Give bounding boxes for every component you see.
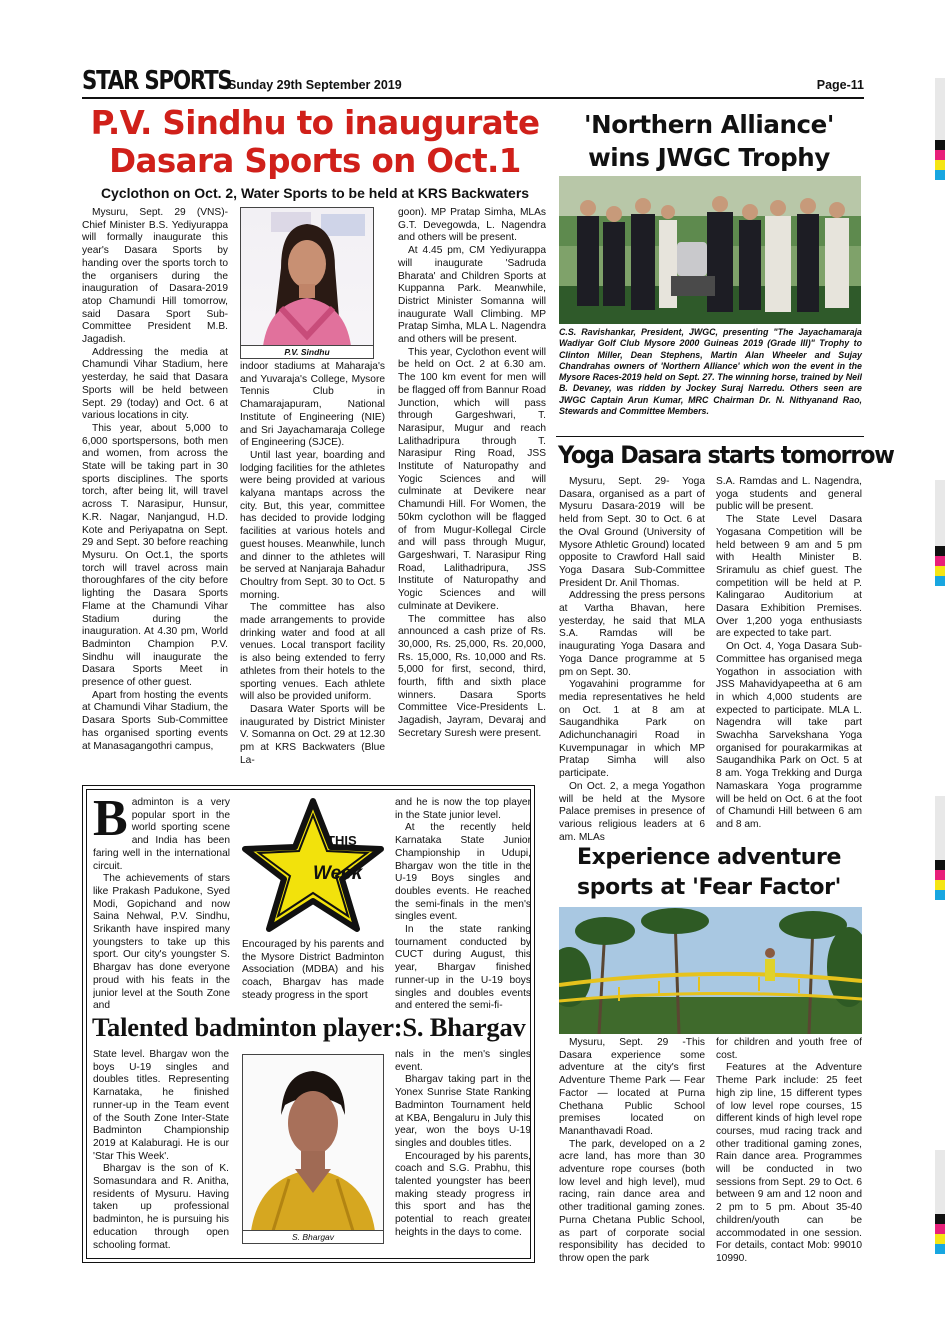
paragraph: Addressing the media at Chamundi Vihar Stadium, here yesterday, he said that Dasara Sports will be held between Sept. 29 (today) and Oct. 6 at various locations in city. bbox=[82, 346, 228, 422]
yoga-column-2 bbox=[716, 476, 862, 846]
lead-headline-line2: Dasara Sports on Oct.1 bbox=[109, 142, 521, 180]
fear-headline-line1: Experience adventure bbox=[577, 845, 841, 870]
star-badge bbox=[241, 797, 386, 935]
registration-strip bbox=[935, 1150, 945, 1214]
sindhu-photo bbox=[240, 207, 374, 359]
lead-headline-line1: P.V. Sindhu to inaugurate bbox=[90, 104, 540, 142]
header-rule bbox=[82, 97, 864, 99]
lead-subheadline: Cyclothon on Oct. 2, Water Sports to be held at KRS Backwaters bbox=[100, 185, 530, 201]
paragraph: adminton is a very popular sport in the world sporting scene and India has been faring well in the international circuit. bbox=[93, 797, 230, 872]
masthead bbox=[82, 64, 864, 100]
issue-date: Sunday 29th September 2019 bbox=[228, 78, 402, 92]
paragraph: On Oct. 4, Yoga Dasara Sub-Committee has organised mega Yogathon in association with JSS Mahavidyapeetha at 6 am in which 4,000 students are expected to participate. MLA L. Nagendra will take part Swachha Sarvekshana Yoga organised for pourakarmikas at Saugandhika Park on Oct. 5 at 8 am. Yoga Trekking and Durga Namaskara Yoga programme will be held on Oct. 6 at the foot of Chamundi Hill between 6 am and 8 am. bbox=[716, 641, 862, 830]
fear-headline bbox=[556, 843, 862, 903]
paragraph: and he is now the top player in the State junior level. bbox=[395, 797, 531, 821]
dropcap: B bbox=[93, 797, 128, 847]
yoga-headline: Yoga Dasara starts tomorrow bbox=[558, 441, 894, 469]
trophy-presentation-image bbox=[559, 176, 861, 324]
jwgc-caption: C.S. Ravishankar, President, JWGC, presenting "The Jayachamaraja Wadiyar Golf Club Mysore 2000 Guineas 2019 (Grade III)" Trophy to Clinton Miller, Dean Stephens, Martin Alan Wheeler and Sujay Chandrahas owners of 'Northern Alliance' which won the event in the Mysore Races-2019 held on Sept. 27. The winning horse, trained by Neil B. Devaney, was ridden by Jockey Suraj Narredu. Others seen are JWGC Captain Arun Kumar, MRC Chairman Dr. N. Nithyanand Rao, Stewards and Committee Members. bbox=[559, 327, 862, 417]
star-top-column-3 bbox=[395, 797, 531, 1010]
registration-color-bar bbox=[935, 1214, 945, 1254]
registration-color-bar bbox=[935, 860, 945, 900]
star-bottom-column-1 bbox=[93, 1049, 229, 1253]
lead-column-3 bbox=[398, 207, 546, 771]
bhargav-caption: S. Bhargav bbox=[243, 1230, 383, 1243]
paragraph: Until last year, boarding and lodging facilities for the athletes were being provided at various kalyana mantaps across the city. But, this year, committee has decided to provide lodging facilities at various hotels and guest houses. Meanwhile, lunch and dinner to the athletes will be served at Nanjaraja Bahadur Choultry from Sept. 30 to Oct. 5 morning. bbox=[240, 449, 385, 601]
fear-headline-line2: sports at 'Fear Factor' bbox=[577, 875, 841, 900]
bhargav-photo bbox=[242, 1054, 384, 1244]
star-top-column-1 bbox=[93, 797, 230, 1010]
jwgc-rule bbox=[556, 436, 864, 437]
paragraph: The committee has also announced a cash prize of Rs. 30,000, Rs. 25,000, Rs. 20,000, Rs. 15,000, Rs. 10,000 and Rs. 5,000 for first, second, third, fourth, fifth and sixth place winners. Dasara Sports Committee Vice-Presidents L. Jagadish, Jayram, Devaraj and Secretary Suresh were present. bbox=[398, 613, 546, 739]
paragraph: Mysuru, Sept. 29 -This Dasara experience some adventure at the city's first Adventure Theme Park — Fear Factor — located at Purna Chethana Public School premises located on Mananthavadi Road. bbox=[559, 1037, 705, 1137]
star-bottom-column-3 bbox=[395, 1049, 531, 1253]
section-title: STAR SPORTS bbox=[82, 66, 232, 96]
badge-this: THIS bbox=[327, 833, 357, 848]
paragraph: Mysuru, Sept. 29- Yoga Dasara, organised as a part of Mysuru Dasara-2019 will be held from Sept. 30 to Oct. 6 at the Oval Ground (University of Mysore Athletic Ground) located opposite to Crawford Hall said Yoga Dasara Sub-Committee President Dr. Anil Thomas. bbox=[559, 476, 705, 589]
paragraph: Mysuru, Sept. 29 (VNS)- Chief Minister B.S. Yediyurappa will formally inaugurate this year's Dasara Sports by handing over the sports torch to the organisers during the inauguration of Dasara-2019 atop Chamundi Hill tomorrow, said Dasara Sport Sub-Committee President M.B. Jagadish. bbox=[82, 207, 228, 346]
sindhu-portrait bbox=[241, 208, 373, 346]
paragraph: Bhargav is the son of K. Somasundara and R. Anitha, residents of Mysuru. Having taken up professional badminton, he is pursuing his education through open schooling format. bbox=[93, 1163, 229, 1251]
bhargav-portrait bbox=[243, 1055, 383, 1231]
adventure-park-image bbox=[559, 907, 862, 1034]
fear-photo bbox=[559, 907, 862, 1034]
paragraph: At the recently held Karnataka State Junior Championship in Udupi, Bhargav won the title in the U-19 Boys singles and doubles events. He reached the semi-finals in the men's singles event. bbox=[395, 822, 531, 923]
paragraph: On Oct. 2, a mega Yogathon will be held at the Mysore Palace premises in presence of various religious leaders at 6 am. MLAs bbox=[559, 780, 705, 843]
paragraph: Bhargav taking part in the Yonex Sunrise State Ranking Badminton Tournament held at KBA, Bengaluru in July this year, won the boys U-19 singles and doubles titles. bbox=[395, 1074, 531, 1149]
paragraph: The State Level Dasara Yogasana Competition will be held between 9 am and 5 pm with Health Minister B. Sriramulu as chief guest. The competition will be held at P. Kalingarao Auditorium at Dasara Exhibition Premises. Over 1,200 yoga enthusiasts are expected to take part. bbox=[716, 514, 862, 640]
paragraph: Dasara Water Sports will be inaugurated by District Minister V. Somanna on Oct. 29 at 12.30 pm at KRS Backwaters (Blue La- bbox=[240, 703, 385, 766]
registration-strip bbox=[935, 480, 945, 546]
lead-column-2 bbox=[240, 361, 385, 771]
paragraph: This year, Cyclothon event will be held on Oct. 2 at 6.30 am. The 100 km event for men will be flagged off from Bannur Road Junction, which will pass through Gargeshwari, T. Narasipur, Mugur and reach Lalithadripura through T. Narasipur Ring Road, JSS Institute of Naturopathy and Yogic Sciences and will culminate at Devikere near Chamundi Hill. For Women, the 50km cyclothon will be flagged of from Mugur-Kollegal Circle and will pass through Mugur, Gargeshwari, T. Narasipur Ring Road, Lalithadripura, JSS Institute of Naturopathy and Yogic Sciences and will culminate at Devikere. bbox=[398, 346, 546, 612]
paragraph: Yogavahini programme for media representatives he held on Oct. 1 at 8 am at Saugandhika Park on Adichunchanagiri Road in Kuvempunagar in which MP Pratap Simha will also participate. bbox=[559, 679, 705, 780]
jwgc-headline-line2: wins JWGC Trophy bbox=[588, 143, 830, 172]
paragraph: The park, developed on a 2 acre land, has more than 30 adventure rope courses (both low level and high level), mud racing, rain dance area and other traditional gaming zones. Purna Chetana Public School, as part of corporate social responsibility has decided to throw open the park bbox=[559, 1138, 705, 1263]
paragraph: nals in the men's singles event. bbox=[395, 1049, 531, 1073]
jwgc-photo bbox=[559, 176, 861, 324]
paragraph: This year, about 5,000 to 6,000 sportspersons, both men and women, from across the State will be taking part in 30 sports disciplines. The sports torch, after being lit, will travel across T. Narasipur, Hunsur, K.R. Nagar, Nanjangud, H.D. Kote and Periyapatna on Sept. 29 and Sept. 30 before reaching Mysuru. On Oct.1, the sports torch will travel across main thoroughfares of the city before lighting the Dasara Sports Flame at the Chamundi Vihar Stadium during the inauguration. At 4.30 pm, World Badminton Champion P.V. Sindhu will inaugurate the Dasara Sports Meet in presence of other guest. bbox=[82, 422, 228, 689]
yoga-column-1 bbox=[559, 476, 705, 846]
paragraph: Encouraged by his parents and the Mysore District Badminton Association (MDBA) and his coach, Bhargav has made steady progress in the sport bbox=[242, 939, 384, 1001]
registration-strip bbox=[935, 796, 945, 860]
sindhu-caption: P.V. Sindhu bbox=[241, 345, 373, 358]
paragraph: for children and youth free of cost. bbox=[716, 1037, 862, 1061]
paragraph: Features at the Adventure Theme Park include: 25 feet high zip line, 15 different types of low level rope courses, 15 different kinds of high level rope courses, mud racing track and other traditional gaming zones, Rain dance area. Programmes will be conducted in two sessions from Sept. 29 to Oct. 6 between 9 am and 12 noon and 2 pm to 5 pm. About 35-40 children/youth can be accommodated in one session. For details, contact Mob: 99010 10990. bbox=[716, 1062, 862, 1263]
fear-column-1 bbox=[559, 1037, 705, 1263]
badge-week: Week bbox=[313, 863, 363, 884]
registration-color-bar bbox=[935, 140, 945, 180]
fear-column-2 bbox=[716, 1037, 862, 1263]
paragraph: Encouraged by his parents, coach and S.G. Prabhu, this talented youngster has been making steady progress in this sport and has the potential to reach greater heights in the days to come. bbox=[395, 1150, 531, 1238]
paragraph: goon). MP Pratap Simha, MLAs G.T. Devegowda, L. Nagendra and others will be present. bbox=[398, 207, 546, 244]
paragraph: indoor stadiums at Maharaja's and Yuvaraja's College, Mysore Tennis Club in Chamarajapuram, National Institute of Engineering (NIE) and Sri Jayachamaraja College of Engineering (SJCE). bbox=[240, 361, 385, 449]
jwgc-headline bbox=[556, 108, 862, 174]
star-headline: Talented badminton player:S. Bhargav bbox=[92, 1012, 526, 1042]
paragraph: In the state ranking tournament conducted by CUCT during August, this year, Bhargav finished runner-up in the U-19 boys singles and doubles events and entered the semi-fi- bbox=[395, 924, 531, 1010]
registration-strip-top bbox=[935, 78, 945, 140]
page-number: Page-11 bbox=[816, 78, 864, 92]
paragraph: State level. Bhargav won the boys U-19 singles and doubles titles. Representing Karnataka, he finished runner-up in the Team event of the South Zone Inter-State Badminton Championship 2019 at Kalaburagi. He is our 'Star This Week'. bbox=[93, 1049, 229, 1162]
registration-color-bar bbox=[935, 546, 945, 586]
star-top-column-2 bbox=[242, 939, 384, 1011]
paragraph: Addressing the press persons at Vartha Bhavan, here yesterday, he said that MLA S.A. Ramdas will be inaugurating Yoga Dasara and Yoga Dance programme at 5 pm on Sept. 30. bbox=[559, 590, 705, 678]
lead-headline bbox=[82, 104, 548, 180]
jwgc-headline-line1: 'Northern Alliance' bbox=[584, 110, 834, 139]
paragraph: At 4.45 pm, CM Yediyurappa will inaugurate 'Sadruda Bharata' and Children Sports at Kuppanna Park. Meanwhile, District Minister Somanna will inaugurate Wall Climbing. MP Pratap Simha, MLA L. Nagendra and others will be present. bbox=[398, 245, 546, 346]
paragraph: The committee has also made arrangements to provide drinking water and food at all venues. Local transport facility is also being extended to ferry athletes from their hotels to the sporting venues. Each athlete will also be provided uniform. bbox=[240, 602, 385, 703]
paragraph: Apart from hosting the events at Chamundi Vihar Stadium, the Dasara Sports Sub-Committee has organised sporting events at Manasagangothri campus, bbox=[82, 689, 228, 752]
paragraph: The achievements of stars like Prakash Padukone, Syed Modi, Gopichand and now Saina Nehwal, P.V. Sindhu, Srikanth have inspired many youngsters to take up this sport. Our city's youngster S. Bhargav has done everyone proud with his feats in the junior level at the South Zone and bbox=[93, 873, 230, 1010]
paragraph: S.A. Ramdas and L. Nagendra, yoga students and general public will be present. bbox=[716, 476, 862, 513]
lead-column-1 bbox=[82, 207, 228, 767]
